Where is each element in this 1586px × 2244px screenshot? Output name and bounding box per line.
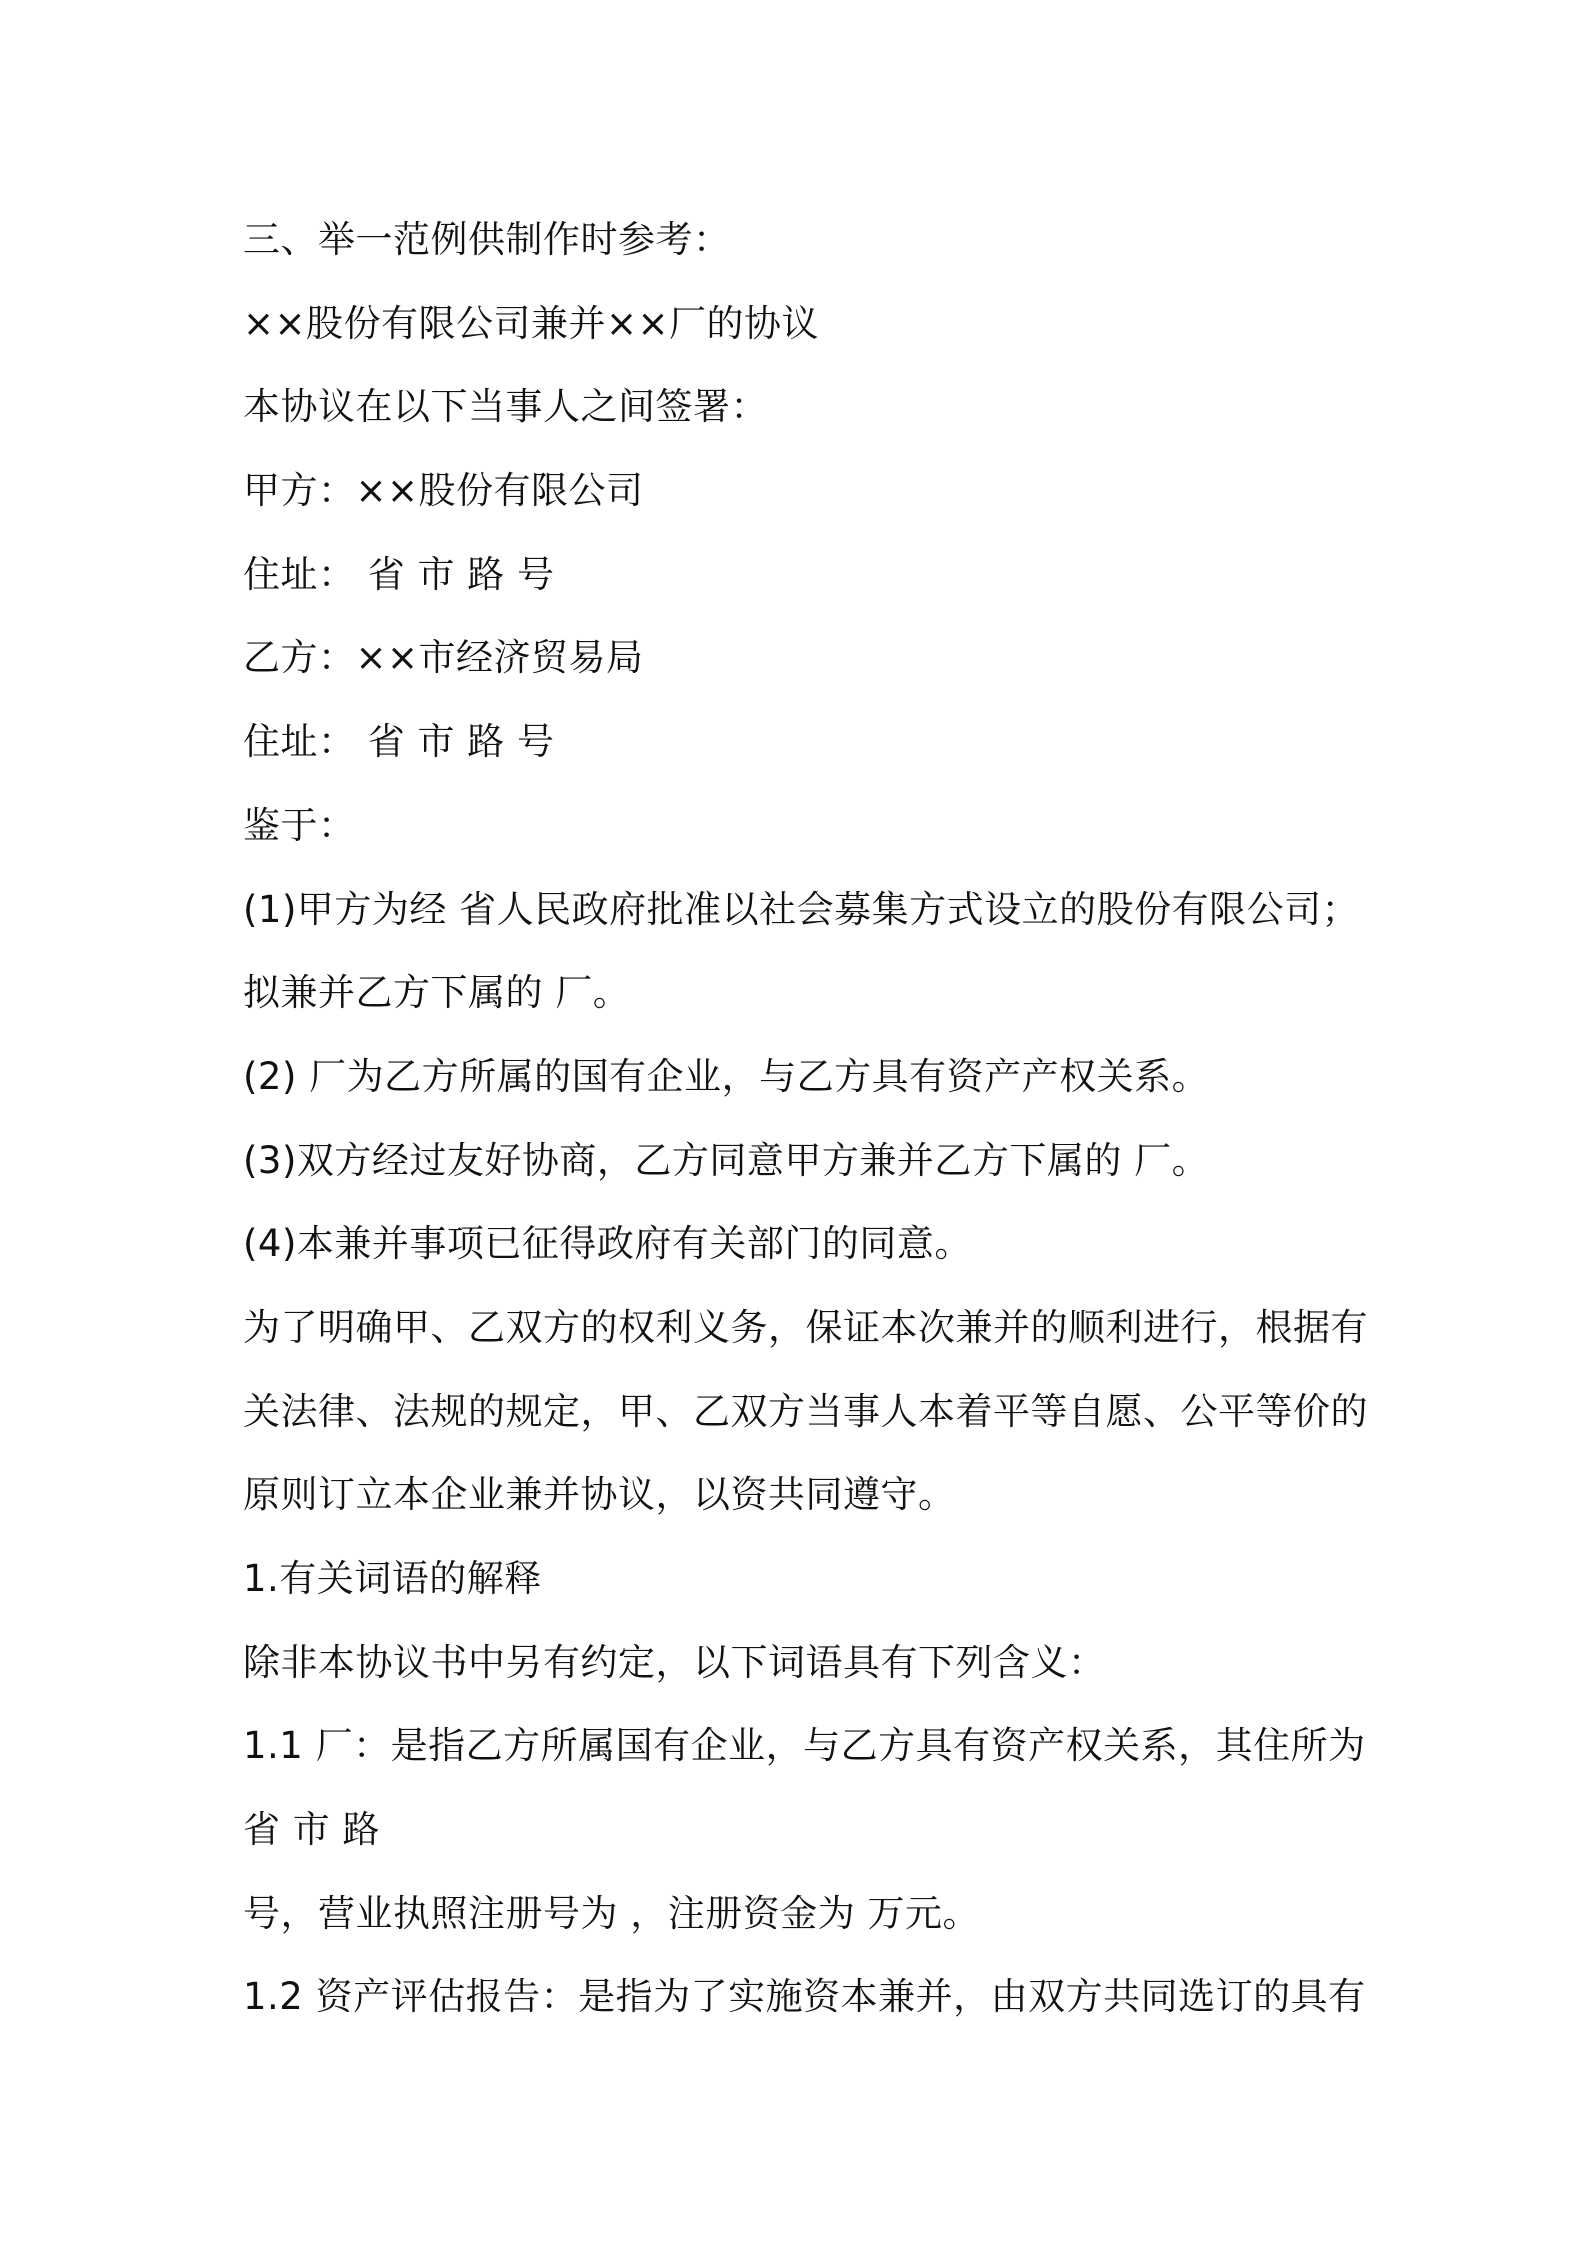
- party-b-address: 住址： 省 市 路 号: [243, 720, 555, 764]
- definitions-intro: 除非本协议书中另有约定，以下词语具有下列含义：: [243, 1640, 1106, 1684]
- section-heading: 三、举一范例供制作时参考：: [243, 218, 731, 261]
- definition-1-1-address: 省 市 路: [243, 1808, 381, 1852]
- recital-2: (2) 厂为乙方所属的国有企业，与乙方具有资产产权关系。: [243, 1054, 1210, 1098]
- whereas-heading: 鉴于：: [243, 803, 356, 847]
- document-body: [243, 198, 1373, 2039]
- definitions-heading: 1.有关词语的解释: [243, 1557, 542, 1600]
- party-a-address: 住址： 省 市 路 号: [243, 552, 555, 596]
- signing-parties-intro: 本协议在以下当事人之间签署：: [243, 385, 768, 429]
- definition-1-1-registration: 号，营业执照注册号为 ，注册资金为 万元。: [243, 1891, 981, 1935]
- recital-3: (3)双方经过友好协商，乙方同意甲方兼并乙方下属的 厂。: [243, 1138, 1210, 1182]
- purpose-paragraph-line-1: 为了明确甲、乙双方的权利义务，保证本次兼并的顺利进行，根据有: [243, 1305, 1368, 1349]
- purpose-paragraph-line-3: 原则订立本企业兼并协议，以资共同遵守。: [243, 1473, 956, 1517]
- party-b-name: 乙方：××市经济贸易局: [243, 636, 644, 680]
- definition-1-2: 1.2 资产评估报告：是指为了实施资本兼并，由双方共同选订的具有: [243, 1975, 1366, 2019]
- agreement-title: ××股份有限公司兼并××厂的协议: [243, 301, 820, 345]
- recital-1-continued: 拟兼并乙方下属的 厂。: [243, 971, 631, 1015]
- recital-4: (4)本兼并事项已征得政府有关部门的同意。: [243, 1222, 972, 1266]
- definition-1-1: 1.1 厂：是指乙方所属国有企业，与乙方具有资产权关系，其住所为: [243, 1724, 1366, 1768]
- recital-1: (1)甲方为经 省人民政府批准以社会募集方式设立的股份有限公司；: [243, 887, 1360, 931]
- party-a-name: 甲方：××股份有限公司: [243, 469, 644, 513]
- purpose-paragraph-line-2: 关法律、法规的规定，甲、乙双方当事人本着平等自愿、公平等价的: [243, 1389, 1368, 1433]
